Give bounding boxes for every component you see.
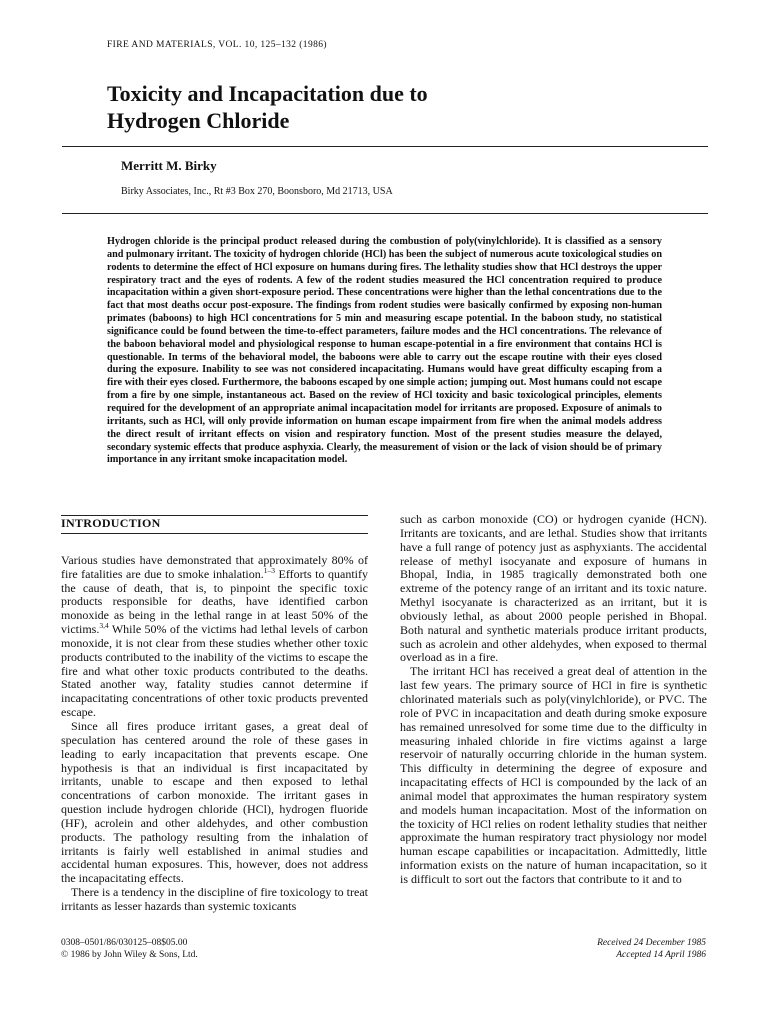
right-column xyxy=(400,513,707,887)
journal-header: FIRE AND MATERIALS, VOL. 10, 125–132 (1986) xyxy=(107,40,327,50)
intro-paragraph-2: Since all fires produce irritant gases, a great deal of speculation has centered around the role of these gases in leading to early incapacitation that prevents escape. One hypothesis is that an individual is first incapacitated by irritants, unable to escape and then exposed to lethal concentrations of carbon monoxide. The irritant gases in question include hydrogen chloride (HCl), hydrogen fluoride (HF), acrolein and other aldehydes, and other combustion products. The pathology resulting from the inhalation of irritants is fairly well established in animal studies and accidental human exposures. This, however, does not address the incapacitating effects. xyxy=(61,718,368,886)
affiliation-rule xyxy=(62,213,708,214)
footer-dates xyxy=(597,937,706,961)
author-name: Merritt M. Birky xyxy=(121,158,217,173)
intro-paragraph-3: There is a tendency in the discipline of fire toxicology to treat irritants as lesser hazards than systemic toxicants xyxy=(61,885,368,913)
section-heading-introduction: INTRODUCTION xyxy=(61,516,161,530)
footer-copyright xyxy=(61,937,198,961)
article-code: 0308–0501/86/030125–08$05.00 xyxy=(61,938,188,948)
title-line-1: Toxicity and Incapacitation due to xyxy=(107,81,428,106)
citation-3-4: 3,4 xyxy=(99,621,109,631)
intro-paragraph-1: Various studies have demonstrated that approximately 80% of fire fatalities are due to smoke inhalation.$^{1-3}$ Efforts to quantify the cause of death, that is, to pinpoint the specific toxic products responsible for deaths, have identified carbon monoxide as being in the lethal range in at least 50% of the victims.$^{3,4}$ While 50% of the victims had lethal levels of carbon monoxide, it is not clear from these studies whether other toxic products contributed to the inability of the victims to escape the fire and what other toxic products contributed to the deaths. Stated another way, fatality studies cannot determine if incapacitating concentrations of other toxic products prevented escape. xyxy=(61,552,369,720)
title-line-2: Hydrogen Chloride xyxy=(107,108,290,133)
article-title xyxy=(107,80,667,134)
left-column xyxy=(61,513,368,914)
section-rule-bottom xyxy=(61,533,368,534)
copyright-line: © 1986 by John Wiley & Sons, Ltd. xyxy=(61,950,198,960)
intro-paragraph-3-continued: such as carbon monoxide (CO) or hydrogen cyanide (HCN). Irritants are toxicants, and are lethal. Studies show that irritants have a full range of potency just as asphyxiants. The accidental release of methyl isocyanate and exposure of humans in Bhopal, India, in 1985 tragically demonstrated both one extreme of the potency range of an irritant and its toxic nature. Methyl isocyanate is characterized as an irritant, but it is obviously lethal, as about 2000 people perished in Bhopal. Both natural and synthetic materials produce irritant products, such as acrolein and other aldehydes, when exposed to thermal overload as in a fire. xyxy=(400,512,707,665)
citation-1-3: 1–3 xyxy=(263,565,275,575)
received-date: Received 24 December 1985 xyxy=(597,938,706,948)
intro-paragraph-4: The irritant HCl has received a great deal of attention in the last few years. The primary source of HCl in fire is synthetic chlorinated materials such as poly(vinylchloride), or PVC. The role of PVC in incapacitation and death during smoke exposure has remained unresolved for some time due to the difficulty in measuring inhaled chloride in fire victims against a large reservoir of naturally occurring chloride in the human system. This difficulty in determining the degree of exposure and incapacitating effects of HCl is compounded by the lack of an animal model that approximates the human respiratory system and models human incapacitation. Most of the information on the toxicity of HCl relies on rodent lethality studies that neither approximate the human respiratory tract physiology nor model human escape capabilities or incapacitation. Admittedly, little information exists on the nature of human incapacitation, so it is difficult to sort out the factors that contribute to it and to xyxy=(400,664,707,886)
title-rule xyxy=(62,146,708,147)
abstract: Hydrogen chloride is the principal product released during the combustion of poly(vinylchloride). It is classified as a sensory and pulmonary irritant. The toxicity of hydrogen chloride (HCl) has been the subject of numerous acute toxicological studies on rodents to determine the effect of HCl exposure on humans during fires. The lethality studies show that HCl destroys the upper respiratory tract and the eyes of rodents. A few of the rodent studies measured the HCl concentration required to produce incapacitation within a given short-exposure period. These concentrations were higher than the lethal concentrations due to the fact that most deaths occur post-exposure. The findings from rodent studies were basically confirmed by exposing non-human primates (baboons) to high HCl concentrations for 5 min and measuring escape potential. In the baboon study, no statistical significance could be found between the time-to-effect parameters, failure modes and the HCl concentrations. The relevance of the baboon behavioral model and physiological response to human escape-potential in a fire environment that contains HCl is questionable. In terms of the behavioral model, the baboons were able to carry out the escape routine with their eyes closed during the exposure. Inability to see was not considered incapacitating. Humans would have great difficulty escaping from a fire with their eyes closed. Furthermore, the baboons escaped by one simple action; jumping out. Most humans could not escape from a fire by one simple, instantaneous act. Based on the review of HCl toxicity and basic toxicological principles, elements required for the development of an appropriate animal incapacitation model for irritants are proposed. Exposure of animals to irritants, such as HCl, will only provide information on human escape impairment from fire when the animal models address the direct result of irritant effects on vision and respiratory function. Most of the present studies measure the delayed, secondary systemic effects that produce asphyxia. Clearly, the measurement of vision or the lack of vision should be of primary importance in any irritant smoke incapacitation model. xyxy=(107,236,662,466)
accepted-date: Accepted 14 April 1986 xyxy=(616,950,706,960)
author-affiliation: Birky Associates, Inc., Rt #3 Box 270, Boonsboro, Md 21713, USA xyxy=(121,186,393,197)
